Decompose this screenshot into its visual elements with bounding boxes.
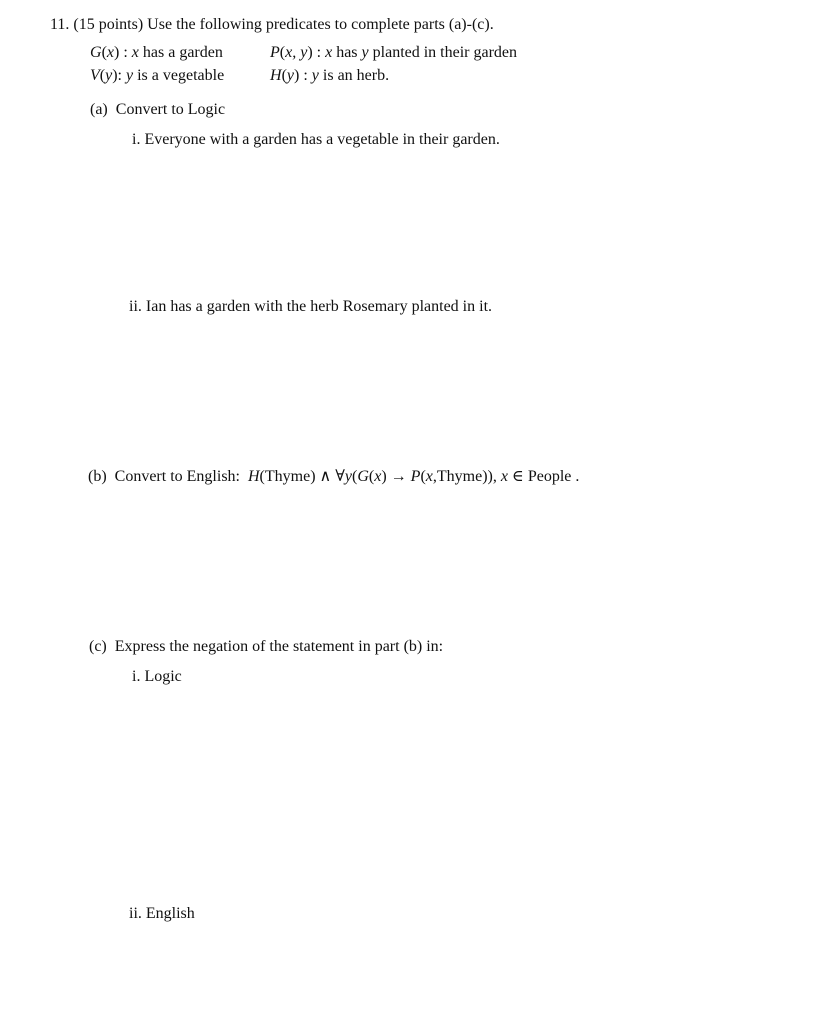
part-b-formula: H(Thyme) ∧ ∀y(G(x) → P(x,Thyme)), x ∈ People .	[247, 468, 580, 485]
part-c-item-ii: ii. English	[129, 905, 195, 922]
predicate-v: V(y): y is a vegetable	[90, 67, 225, 84]
part-c-heading: (c) Express the negation of the statement in part (b) in:	[89, 638, 444, 655]
question-text: (15 points) Use the following predicates to complete parts (a)-(c).	[73, 16, 494, 33]
part-c-item-i: i. Logic	[132, 668, 182, 685]
part-b-heading: (b) Convert to English: H(Thyme) ∧ ∀y(G(x) → P(x,Thyme)), x ∈ People .	[88, 468, 580, 485]
question-header	[50, 15, 494, 35]
part-a-heading: (a) Convert to Logic	[90, 101, 226, 118]
part-a-item-i: i. Everyone with a garden has a vegetable in their garden.	[132, 131, 500, 148]
predicate-h: H(y) : y is an herb.	[270, 67, 390, 84]
predicate-g: G(x) : x has a garden	[90, 44, 223, 61]
part-a-item-ii: ii. Ian has a garden with the herb Rosemary planted in it.	[129, 298, 493, 315]
predicate-p: P(x, y) : x has y planted in their garden	[270, 44, 518, 61]
question-number: 11.	[50, 16, 70, 33]
